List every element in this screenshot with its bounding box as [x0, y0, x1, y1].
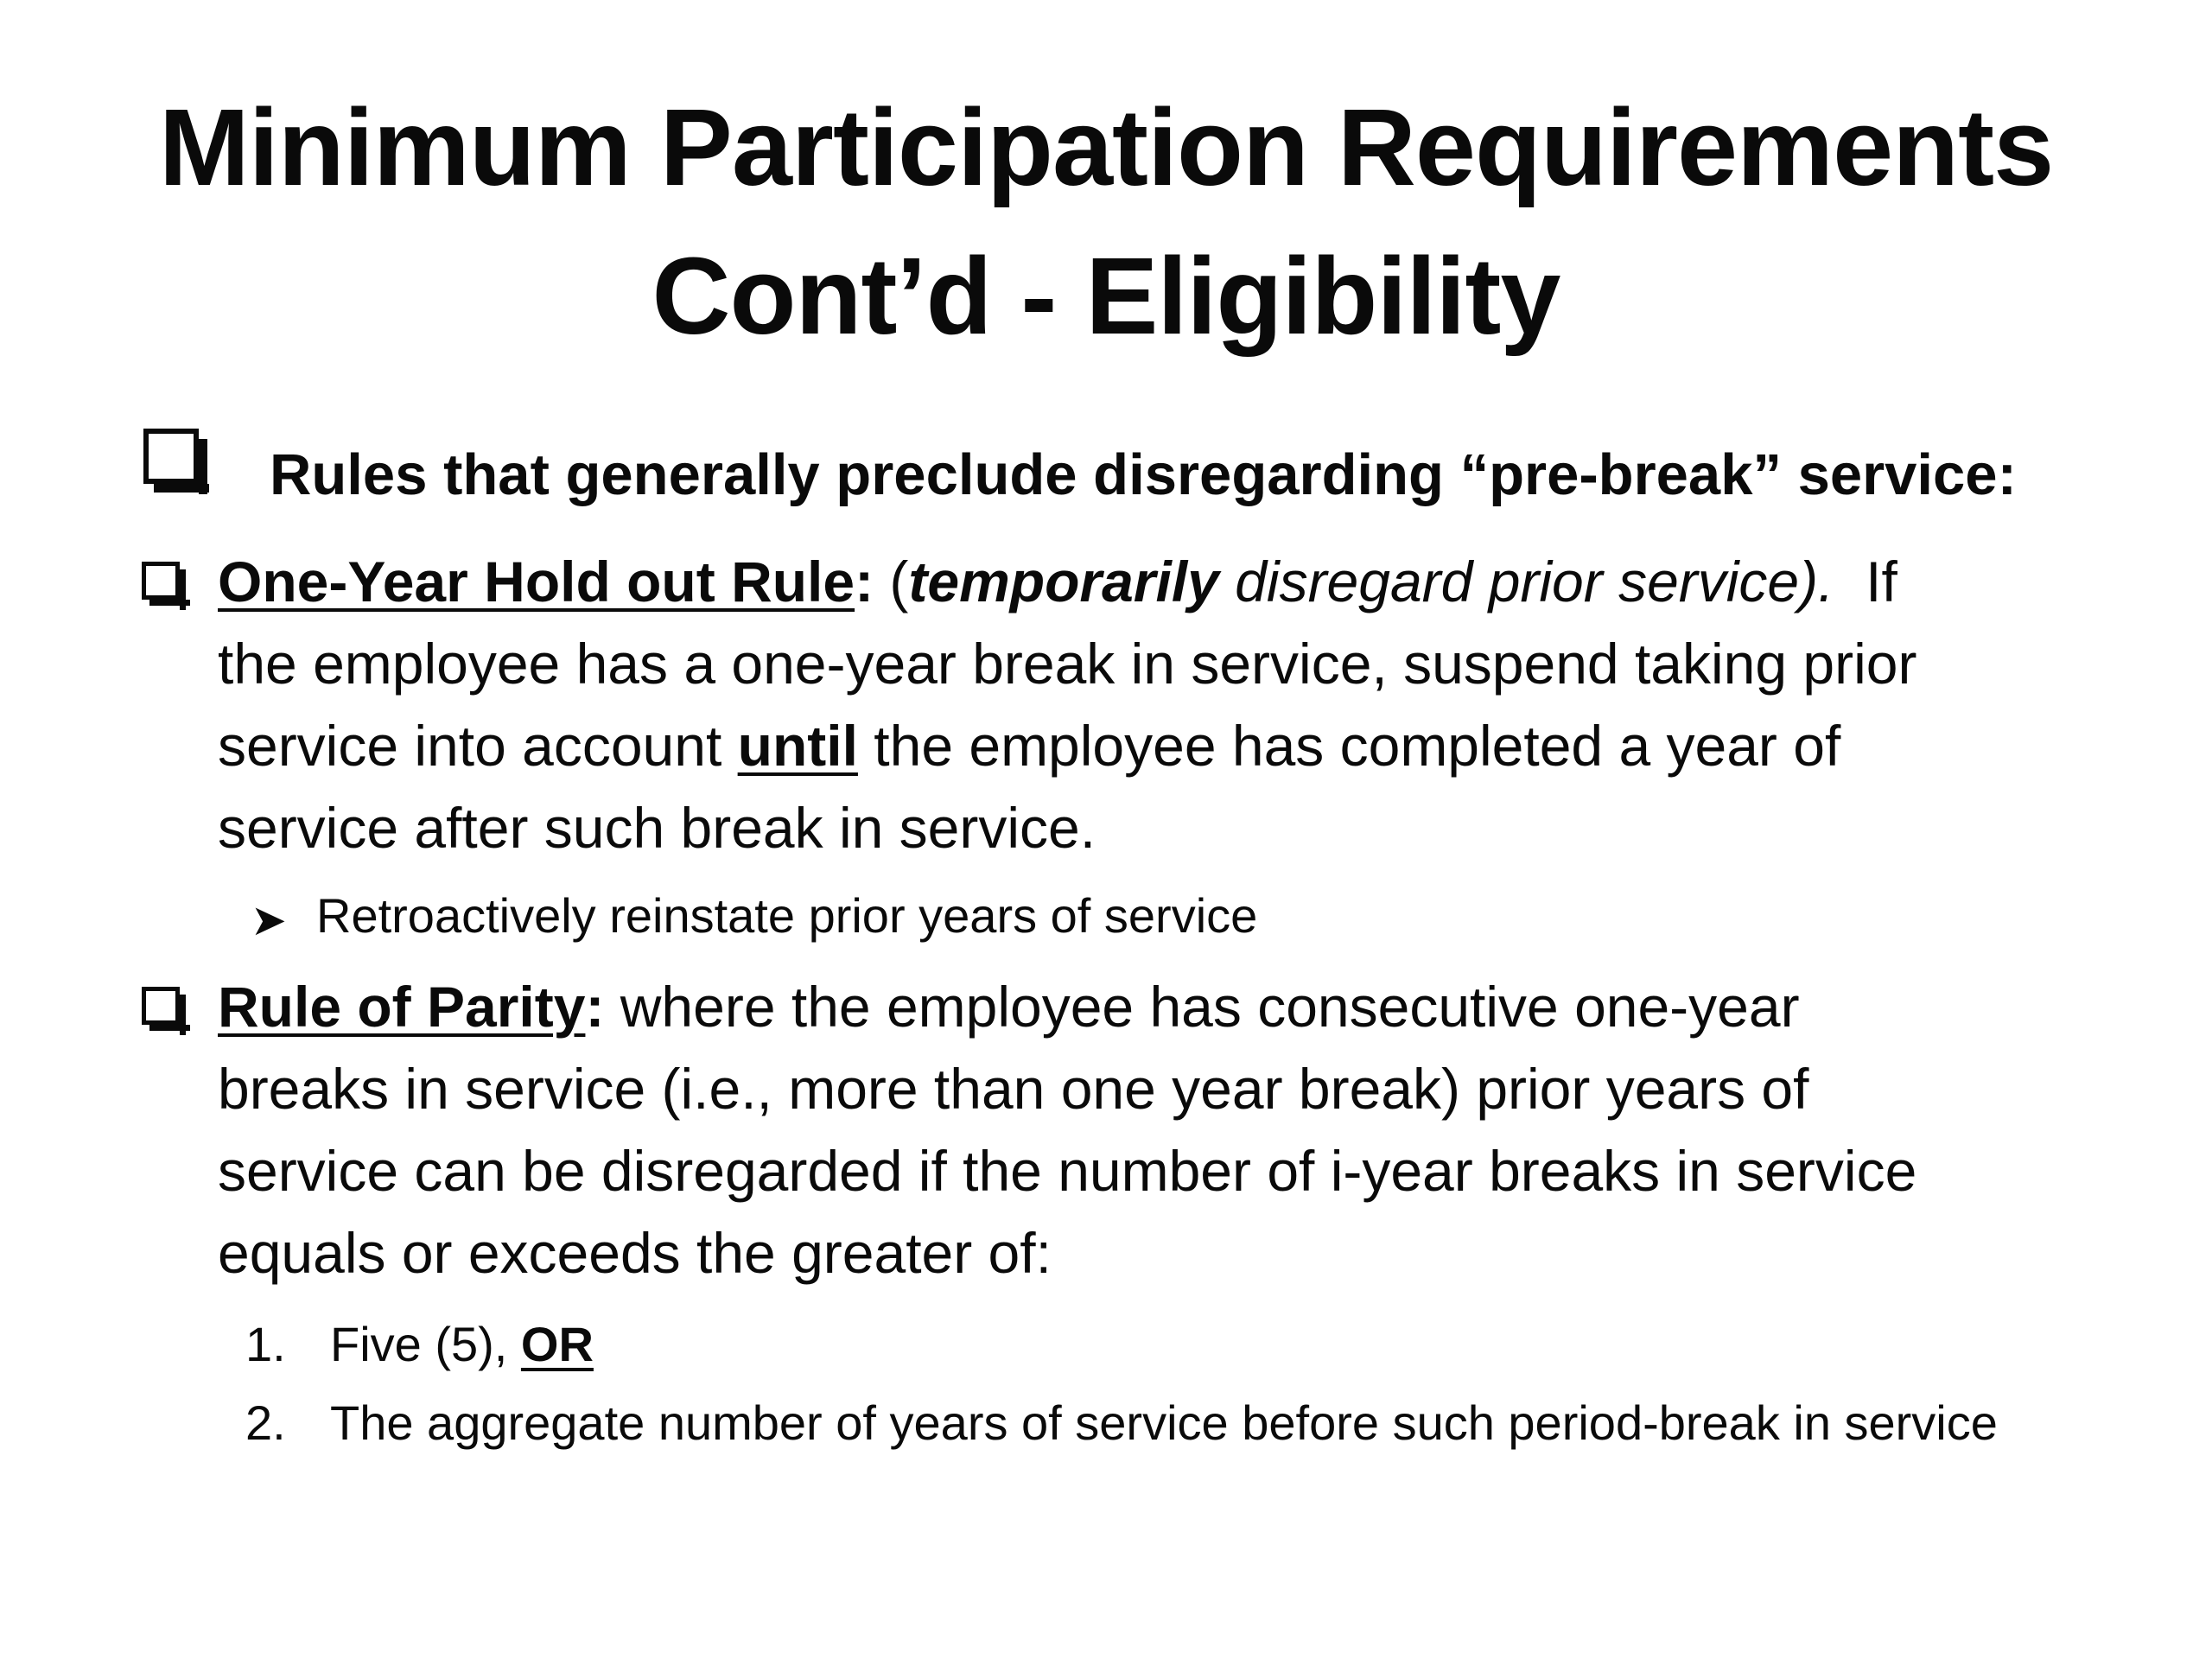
arrow-bullet-icon: ➤: [251, 896, 287, 944]
rule2-line-2: breaks in service (i.e., more than one year break) prior years of: [218, 1057, 1809, 1121]
list-number: 2.: [245, 1395, 286, 1450]
title-line-1: Minimum Participation Requirements: [158, 86, 2054, 208]
checkbox-bullet-icon: [143, 429, 199, 484]
rule2-line-4: equals or exceeds the greater of:: [218, 1221, 1052, 1285]
list-item: The aggregate number of years of service before such period-break in service: [330, 1395, 1998, 1450]
list-item: Five (5), OR: [330, 1317, 594, 1371]
rule1-line-2: the employee has a one-year break in service, suspend taking prior: [218, 632, 1917, 696]
until-emphasis: until: [737, 714, 858, 778]
rule2-line-1: Rule of Parity: where the employee has consecutive one-year: [218, 975, 1800, 1039]
or-emphasis: OR: [520, 1317, 594, 1371]
rule1-emphasis: temporarily: [908, 550, 1219, 613]
checkbox-bullet-icon: [142, 987, 180, 1025]
section-heading: Rules that generally preclude disregarding “pre-break” service:: [270, 442, 2017, 507]
slide-title: [0, 73, 2212, 371]
rule1-name: One-Year Hold out Rule: [218, 550, 855, 613]
rule2-name: Rule of Parity: [218, 975, 586, 1039]
rule2-line-3: service can be disregarded if the number of i-year breaks in service: [218, 1139, 1917, 1203]
sub-bullet-text: Retroactively reinstate prior years of service: [316, 888, 1258, 943]
rule1-line-1: One-Year Hold out Rule: (temporarily disregard prior service). If: [218, 550, 1897, 613]
rule1-line-3: service into account until the employee has completed a year of: [218, 714, 1841, 778]
title-line-2: Cont’d - Eligibility: [652, 235, 1560, 357]
list-number: 1.: [245, 1317, 286, 1371]
one-year-hold-out-rule: [218, 541, 2119, 869]
checkbox-bullet-icon: [142, 562, 180, 600]
rule1-line-4: service after such break in service.: [218, 796, 1096, 860]
rule-of-parity: [218, 966, 2119, 1294]
